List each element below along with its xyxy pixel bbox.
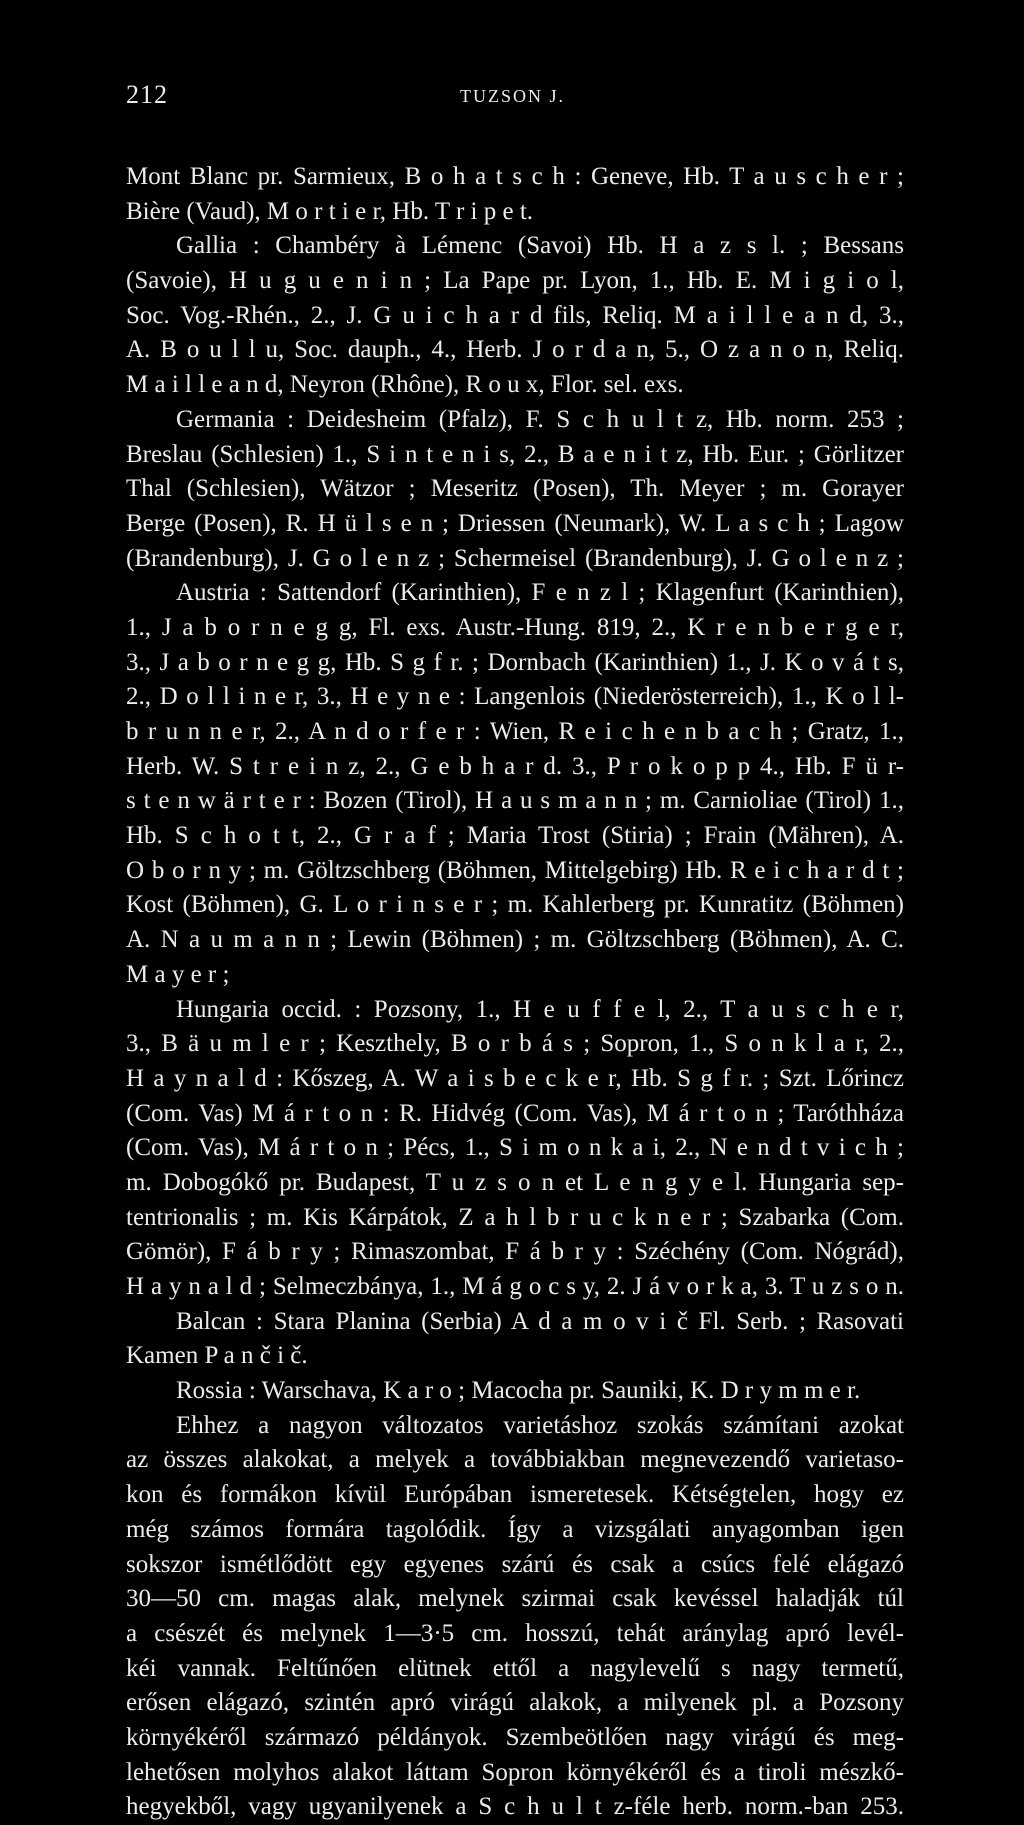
text-line: Soc. Vog.-Rhén., 2., J. G u i c h a r d fils, Reliq. M a i l l e a n d, 3., (126, 301, 904, 329)
text-line: H a y n a l d : Kőszeg, A. W a i s b e c k e r, Hb. S g f r. ; Szt. Lőrincz (126, 1064, 904, 1092)
text-line: kon és formákon kívül Európában ismeretesek. Kétségtelen, hogy ez (126, 1481, 904, 1509)
text-line: erősen elágazó, szintén apró virágú alakok, a milyenek pl. a Pozsony (126, 1689, 904, 1717)
text-line: 1., J a b o r n e g g, Fl. exs. Austr.-Hung. 819, 2., K r e n b e r g e r, (126, 613, 904, 641)
text-line: Kost (Böhmen), G. L o r i n s e r ; m. Kahlerberg pr. Kunratitz (Böhmen) (126, 891, 904, 919)
text-line: (Com. Vas), M á r t o n ; Pécs, 1., S i m o n k a i, 2., N e n d t v i c h ; (126, 1134, 904, 1162)
text-line: sokszor ismétlődött egy egyenes szárú és csak a csúcs felé elágazó (126, 1550, 904, 1578)
text-line: Thal (Schlesien), Wätzor ; Meseritz (Posen), Th. Meyer ; m. Gorayer (126, 475, 904, 503)
text-line: Austria : Sattendorf (Karinthien), F e n z l ; Klagenfurt (Karinthien), (176, 579, 904, 607)
text-line: M a y e r ; (126, 960, 230, 988)
text-line: O b o r n y ; m. Göltzschberg (Böhmen, Mittelgebirg) Hb. R e i c h a r d t ; (126, 856, 904, 884)
text-line: Mont Blanc pr. Sarmieux, B o h a t s c h : Geneve, Hb. T a u s c h e r ; (126, 163, 904, 190)
text-line: hegyekből, vagy ugyanilyenek a S c h u l t z-féle herb. norm.-ban 253. (126, 1793, 904, 1821)
text-line: Breslau (Schlesien) 1., S i n t e n i s, 2., B a e n i t z, Hb. Eur. ; Görlitzer (126, 440, 904, 468)
text-line: H a y n a l d ; Selmeczbánya, 1., M á g o c s y, 2. J á v o r k a, 3. T u z s o n. (126, 1273, 904, 1300)
text-line: M a i l l e a n d, Neyron (Rhône), R o u x, Flor. sel. exs. (126, 371, 684, 399)
text-line: Bière (Vaud), M o r t i e r, Hb. T r i p e t. (126, 197, 534, 225)
text-line: A. B o u l l u, Soc. dauph., 4., Herb. J o r d a n, 5., O z a n o n, Reliq. (126, 336, 904, 364)
text-line: 3., J a b o r n e g g, Hb. S g f r. ; Dornbach (Karinthien) 1., J. K o v á t s, (126, 648, 904, 676)
page-number: 212 (126, 80, 168, 109)
text-line: Kamen P a n č i č. (126, 1342, 308, 1370)
text-line: Germania : Deidesheim (Pfalz), F. S c h u l t z, Hb. norm. 253 ; (176, 405, 904, 433)
text-line: b r u n n e r, 2., A n d o r f e r : Wien, R e i c h e n b a c h ; Gratz, 1., (126, 718, 904, 745)
text-line: Berge (Posen), R. H ü l s e n ; Driessen (Neumark), W. L a s c h ; Lagow (126, 509, 904, 537)
running-head: TUZSON J. (459, 86, 565, 106)
text-line: kéi vannak. Feltűnően elütnek ettől a nagylevelű s nagy termetű, (126, 1654, 904, 1682)
text-line: 2., D o l l i n e r, 3., H e y n e : Langenlois (Niederösterreich), 1., K o l l- (126, 683, 904, 711)
text-line: a csészét és melynek 1—3·5 cm. hosszú, tehát aránylag apró levél- (126, 1619, 904, 1647)
text-line: 30—50 cm. magas alak, melynek szirmai csak kevéssel haladják túl (126, 1585, 904, 1613)
text-line: m. Dobogókő pr. Budapest, T u z s o n et L e n g y e l. Hungaria sep- (126, 1168, 904, 1196)
text-line: Rossia : Warschava, K a r o ; Macocha pr. Sauniki, K. D r y m m e r. (176, 1377, 861, 1405)
text-line: lehetősen molyhos alakot láttam Sopron környékéről és a tiroli mészkő- (126, 1758, 904, 1786)
text-line: még számos formára tagolódik. Így a vizsgálati anyagomban igen (126, 1515, 904, 1543)
text-line: Gallia : Chambéry à Lémenc (Savoi) Hb. H a z s l. ; Bessans (176, 232, 904, 260)
text-line: környékéről származó példányok. Szembeötlően nagy virágú és meg- (126, 1723, 904, 1751)
text-line: (Brandenburg), J. G o l e n z ; Schermeisel (Brandenburg), J. G o l e n z ; (126, 544, 904, 572)
text-line: Hungaria occid. : Pozsony, 1., H e u f f e l, 2., T a u s c h e r, (176, 995, 904, 1023)
text-line: A. N a u m a n n ; Lewin (Böhmen) ; m. Göltzschberg (Böhmen), A. C. (126, 926, 904, 954)
text-line: tentrionalis ; m. Kis Kárpátok, Z a h l b r u c k n e r ; Szabarka (Com. (126, 1203, 904, 1231)
text-line: 3., B ä u m l e r ; Keszthely, B o r b á s ; Sopron, 1., S o n k l a r, 2., (126, 1030, 904, 1058)
body-text (126, 160, 904, 1825)
text-line: Herb. W. S t r e i n z, 2., G e b h a r d. 3., P r o k o p p 4., Hb. F ü r- (126, 752, 904, 780)
page-header (126, 78, 899, 112)
text-line: az összes alakokat, a melyek a továbbiakban megnevezendő varietaso- (126, 1446, 904, 1474)
text-line: Balcan : Stara Planina (Serbia) A d a m o v i č Fl. Serb. ; Rasovati (176, 1307, 904, 1335)
text-line: Hb. S c h o t t, 2., G r a f ; Maria Trost (Stiria) ; Frain (Mähren), A. (126, 822, 904, 850)
text-line: Gömör), F á b r y ; Rimaszombat, F á b r y : Széchény (Com. Nógrád), (126, 1238, 904, 1266)
text-line: s t e n w ä r t e r : Bozen (Tirol), H a u s m a n n ; m. Carnioliae (Tirol) 1., (126, 787, 904, 815)
text-line: (Savoie), H u g u e n i n ; La Pape pr. Lyon, 1., Hb. E. M i g i o l, (126, 267, 904, 295)
text-line: Ehhez a nagyon változatos varietáshoz szokás számítani azokat (176, 1411, 904, 1439)
text-line: (Com. Vas) M á r t o n : R. Hidvég (Com. Vas), M á r t o n ; Taróthháza (126, 1099, 904, 1127)
